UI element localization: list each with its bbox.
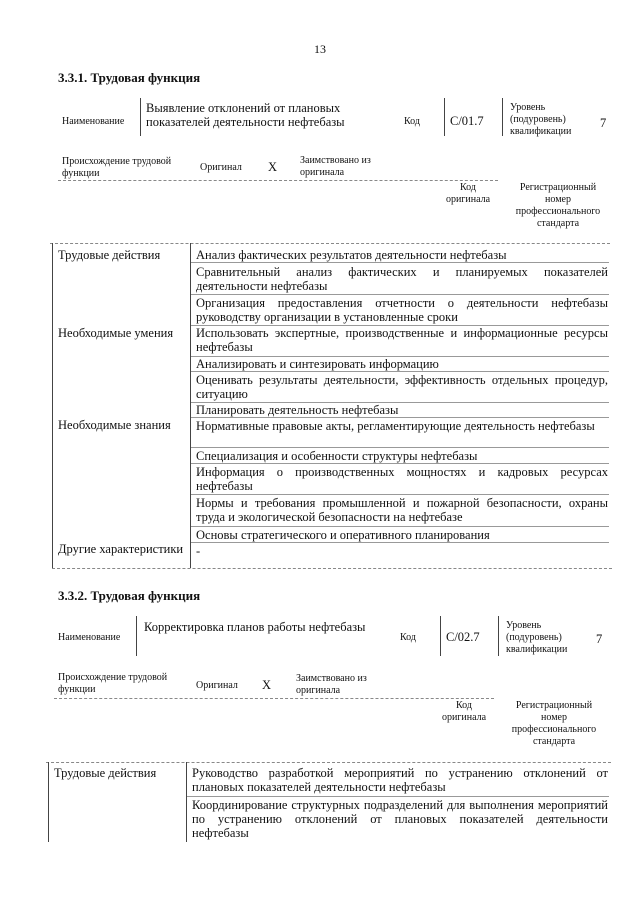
reg-number-label-2: Регистрационный номер профессионального стандарта [511,700,597,747]
borrowed-label-1: Заимствовано из оригинала [300,155,371,178]
function-name-1: Выявление отклонений от плановых показателей деятельности нефтебазы [146,101,345,129]
code-value-1: C/01.7 [450,114,484,128]
page-number: 13 [314,42,326,56]
original-label-1: Оригинал [200,162,242,173]
label-labor-actions-2: Трудовые действия [54,766,157,780]
function-name-2: Корректировка планов работы нефтебазы [144,620,366,634]
original-label-2: Оригинал [196,680,238,691]
label-labor-actions-1: Трудовые действия [58,248,161,262]
label-other-characteristics: Другие характеристики [58,542,184,556]
section-title-2: 3.3.2. Трудовая функция [58,588,201,603]
level-value-2: 7 [596,632,603,646]
table-row: Организация предоставления отчетности о деятельности нефтебазы руководству организации в установленные сроки [196,296,608,324]
original-mark-1: X [268,160,278,174]
table-row: Информация о производственных мощностях и кадровых ресурсах нефтебазы [196,465,608,493]
table-row: Оценивать результаты деятельности, эффективность отдельных процедур, ситуацию [196,373,608,401]
borrowed-label-2: Заимствовано из оригинала [296,673,367,696]
code-label-2: Код [400,632,416,643]
table-row: Координирование структурных подразделений для выполнения мероприятий по устранению отклонений от плановых показателей деятельности нефтебазы [192,798,608,840]
label-required-knowledge: Необходимые знания [58,418,171,432]
origin-label-1: Происхождение трудовой функции [62,156,172,179]
original-mark-2: X [262,678,272,692]
section-title-1: 3.3.1. Трудовая функция [58,70,201,85]
table-row: Использовать экспертные, производственные и информационные ресурсы нефтебазы [196,326,608,354]
table-row: Анализ фактических результатов деятельности нефтебазы [196,248,507,262]
level-value-1: 7 [600,116,607,130]
origin-label-2: Происхождение трудовой функции [58,672,168,695]
level-label-2: Уровень (подуровень) квалификации [506,620,568,655]
name-label-1: Наименование [62,116,125,127]
code-value-2: C/02.7 [446,630,480,644]
table-row: Планировать деятельность нефтебазы [196,403,399,417]
table-row: Анализировать и синтезировать информацию [196,357,439,371]
table-row: - [196,544,201,558]
table-row: Нормативные правовые акты, регламентирующие деятельность нефтебазы [196,419,595,433]
table-row: Нормы и требования промышленной и пожарной безопасности, охраны труда и экологической безопасности на нефтебазе [196,496,608,524]
reg-number-label-1: Регистрационный номер профессионального стандарта [515,182,601,229]
level-label-1: Уровень (подуровень) квалификации [510,102,572,137]
table-row: Специализация и особенности структуры нефтебазы [196,449,478,463]
label-required-skills: Необходимые умения [58,326,174,340]
code-label-1: Код [404,116,420,127]
table-row: Руководство разработкой мероприятий по устранению отклонений от плановых показателей деятельности нефтебазы [192,766,608,794]
origin-code-label-2: Код оригинала [441,700,487,723]
origin-code-label-1: Код оригинала [445,182,491,205]
table-row: Сравнительный анализ фактических и планируемых показателей деятельности нефтебазы [196,265,608,293]
table-row: Основы стратегического и оперативного планирования [196,528,490,542]
name-label-2: Наименование [58,632,121,643]
